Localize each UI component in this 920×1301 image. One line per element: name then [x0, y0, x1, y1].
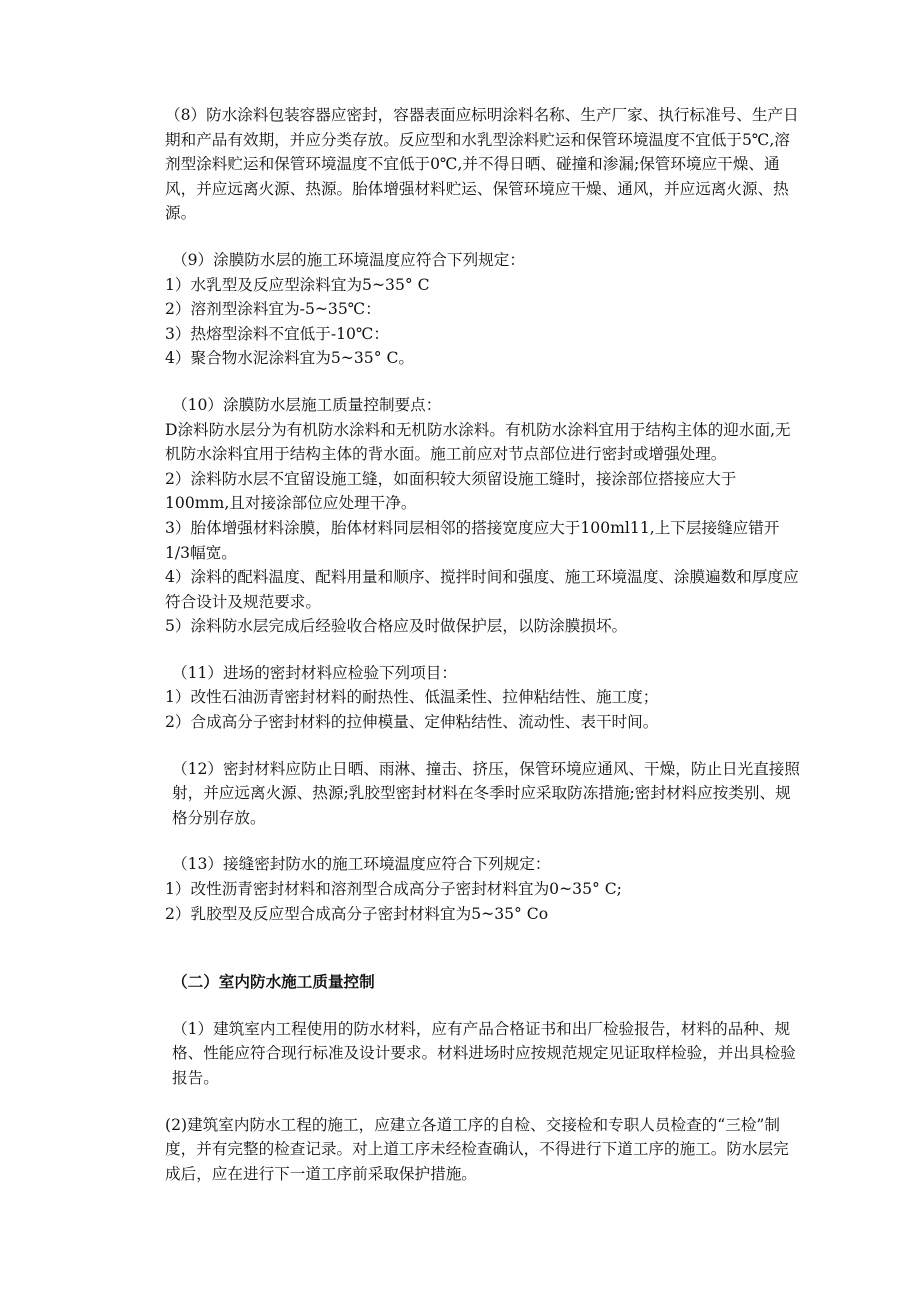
paragraph-10-title: （10）涂膜防水层施工质量控制要点：	[172, 395, 442, 414]
indoor-paragraph-2: (2)建筑室内防水工程的施工，应建立各道工序的自检、交接检和专职人员检查的“三检”制度，并有完整的检查记录。对上道工序未经检查确认，不得进行下道工序的施工。防水层完成后，应在进行下一道工序前采取保护措施。	[165, 1115, 789, 1183]
paragraph-13-item-2: 2）乳胶型及反应型合成高分子密封材料宜为5~35° Co	[165, 904, 549, 923]
paragraph-11-item-2: 2）合成高分子密封材料的拉伸模量、定伸粘结性、流动性、表干时间。	[165, 713, 659, 732]
paragraph-10-item-1: D涂料防水层分为有机防水涂料和无机防水涂料。有机防水涂料宜用于结构主体的迎水面,无机防水涂料宜用于结构主体的背水面。施工前应对节点部位进行密封或增强处理。	[165, 420, 791, 464]
paragraph-10-item-4: 4）涂料的配料温度、配料用量和顺序、搅拌时间和强度、施工环境温度、涂膜遍数和厚度应符合设计及规范要求。	[165, 568, 799, 611]
paragraph-9-item-1: 1）水乳型及反应型涂料宜为5~35° C	[165, 275, 430, 294]
paragraph-8: （8）防水涂料包装容器应密封，容器表面应标明涂料名称、生产厂家、执行标准号、生产日期和产品有效期，并应分类存放。反应型和水乳型涂料贮运和保管环境温度不宜低于5℃,溶剂型涂料贮运和保管环境温度不宜低于0℃,并不得日晒、碰撞和渗漏;保管环境应干燥、通风，并应远离火源、热源。胎体增强材料贮运、保管环境应干燥、通风，并应远离火源、热源。	[165, 106, 799, 223]
paragraph-11-item-1: 1）改性石油沥青密封材料的耐热性、低温柔性、拉伸粘结性、施工度；	[165, 688, 659, 707]
paragraph-13-title: （13）接缝密封防水的施工环境温度应符合下列规定：	[172, 855, 551, 874]
paragraph-13-item-1: 1）改性沥青密封材料和溶剂型合成高分子密封材料宜为0~35° C;	[165, 880, 622, 899]
paragraph-9-title: （9）涂膜防水层的施工环境温度应符合下列规定：	[172, 250, 525, 269]
paragraph-10-item-5: 5）涂料防水层完成后经验收合格应及时做保护层，以防涂膜损坏。	[165, 617, 628, 636]
paragraph-11-title: （11）进场的密封材料应检验下列项目：	[172, 663, 457, 682]
paragraph-9-item-3: 3）热熔型涂料不宜低于-10℃：	[165, 324, 390, 343]
section-heading-indoor-waterproofing: （二）室内防水施工质量控制	[172, 973, 375, 992]
document-page	[165, 103, 800, 1186]
paragraph-9-item-4: 4）聚合物水泥涂料宜为5~35° C。	[165, 349, 414, 368]
paragraph-10-item-3: 3）胎体增强材料涂膜，胎体材料同层相邻的搭接宽度应大于100ml11,上下层接缝应错开1/3幅宽。	[165, 518, 780, 562]
paragraph-10-item-2: 2）涂料防水层不宜留设施工缝，如面积较大须留设施工缝时，接涂部位搭接应大于100mm,且对接涂部位应处理干净。	[165, 469, 737, 513]
paragraph-9-item-2: 2）溶剂型涂料宜为-5~35℃：	[165, 300, 381, 319]
paragraph-12: （12）密封材料应防止日晒、雨淋、撞击、挤压，保管环境应通风、干燥，防止日光直接照射，并应远离火源、热源;乳胶型密封材料在冬季时应采取防冻措施;密封材料应按类别、规格分别存放。	[172, 759, 800, 827]
indoor-paragraph-1: （1）建筑室内工程使用的防水材料，应有产品合格证书和出厂检验报告，材料的品种、规格、性能应符合现行标准及设计要求。材料进场时应按规范规定见证取样检验，并出具检验报告。	[172, 1019, 796, 1087]
